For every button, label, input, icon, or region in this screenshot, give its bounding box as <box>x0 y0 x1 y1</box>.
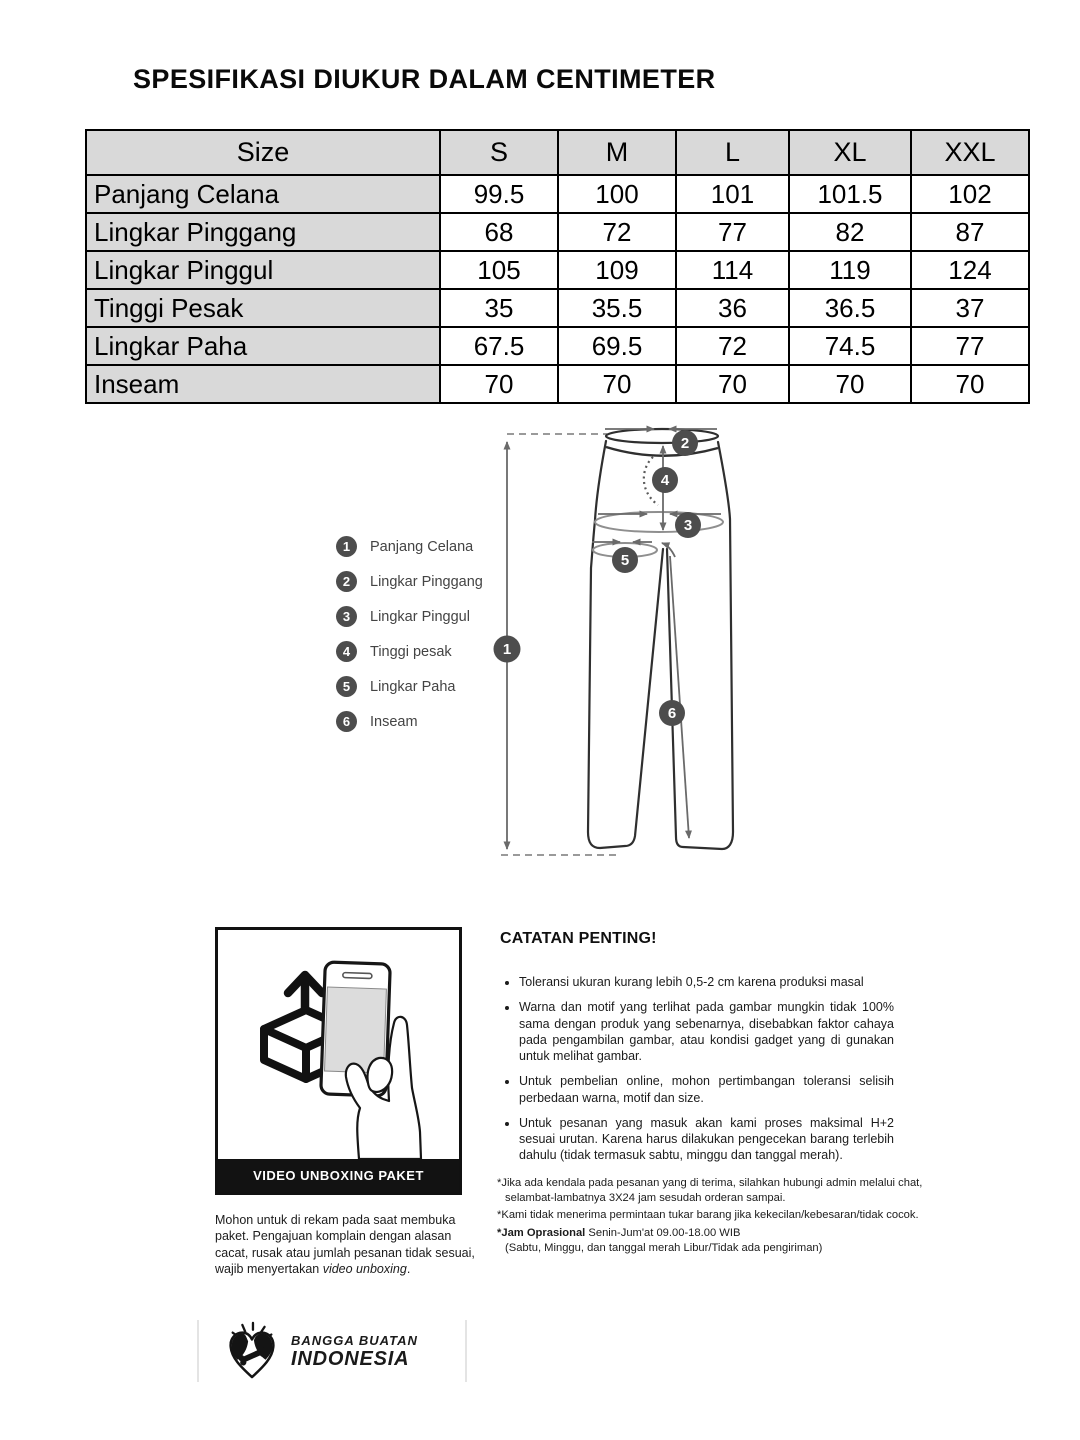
measurement-value: 70 <box>911 365 1029 403</box>
left-leg-outline <box>588 441 663 848</box>
svg-text:2: 2 <box>680 435 690 452</box>
footnotes <box>497 1176 942 1259</box>
pants-measurement-diagram <box>478 408 778 878</box>
size-table-row <box>86 213 1029 251</box>
legend-number-badge: 5 <box>336 676 357 697</box>
waistband-top-ellipse <box>606 429 718 443</box>
measurement-value: 70 <box>440 365 558 403</box>
measurement-value: 35 <box>440 289 558 327</box>
size-table-row <box>86 175 1029 213</box>
measurement-label: Lingkar Pinggul <box>86 251 440 289</box>
measurement-value: 70 <box>676 365 789 403</box>
video-unboxing-card <box>215 927 462 1195</box>
svg-text:4: 4 <box>660 472 670 489</box>
diagram-marker-3 <box>675 512 701 538</box>
legend-label: Lingkar Pinggang <box>370 573 483 590</box>
bangga-buatan-indonesia-logo <box>197 1320 467 1382</box>
legend-list <box>336 536 483 746</box>
legend-number-badge: 1 <box>336 536 357 557</box>
measurement-value: 35.5 <box>558 289 676 327</box>
legend-item <box>336 536 483 557</box>
measurement-value: 105 <box>440 251 558 289</box>
measurement-label: Inseam <box>86 365 440 403</box>
size-table-row <box>86 365 1029 403</box>
legend-number-badge: 2 <box>336 571 357 592</box>
diagram-marker-2 <box>672 430 698 456</box>
hip-girth-ellipse <box>595 512 723 532</box>
footnote: *Kami tidak menerima permintaan tukar barang jika kekecilan/kebesaran/tidak cocok. <box>497 1209 919 1222</box>
size-column-header: M <box>558 130 676 175</box>
legend-item <box>336 711 483 732</box>
diagram-marker-4 <box>652 467 678 493</box>
measurement-label: Tinggi Pesak <box>86 289 440 327</box>
legend-label: Lingkar Paha <box>370 678 456 695</box>
measurement-value: 36.5 <box>789 289 911 327</box>
logo-line-2: INDONESIA <box>291 1347 410 1370</box>
note-bullet: • Untuk pembelian online, mohon pertimbangan toleransi selisih perbedaan warna, motif dan size. <box>519 1073 894 1106</box>
footnote: *Jika ada kendala pada pesanan yang di terima, silahkan hubungi admin melalui chat, selambat-lambatnya 3X24 jam sesudah orderan sampai. <box>497 1177 923 1204</box>
size-column-header: S <box>440 130 558 175</box>
notes-heading: CATATAN PENTING! <box>500 930 657 947</box>
measurement-value: 100 <box>558 175 676 213</box>
measurement-value: 72 <box>676 327 789 365</box>
note-bullet: • Warna dan motif yang terlihat pada gambar mungkin tidak 100% sama dengan produk yang sebenarnya, disebabkan faktor cahaya pada pengambilan gambar, atau kondisi gadget yang di gunakan untuk melihat gambar. <box>519 999 894 1064</box>
footnote: *Jam Oprasional Senin-Jum'at 09.00-18.00 WIB <box>497 1226 741 1239</box>
measurement-value: 36 <box>676 289 789 327</box>
legend-label: Tinggi pesak <box>370 643 452 660</box>
svg-text:6: 6 <box>667 705 677 722</box>
measurement-value: 101.5 <box>789 175 911 213</box>
legend-item <box>336 606 483 627</box>
size-table-row <box>86 327 1029 365</box>
diagram-marker-5 <box>612 547 638 573</box>
measurement-value: 82 <box>789 213 911 251</box>
measurement-label: Lingkar Paha <box>86 327 440 365</box>
page-title: SPESIFIKASI DIUKUR DALAM CENTIMETER <box>133 64 716 94</box>
size-table-row <box>86 251 1029 289</box>
measurement-value: 74.5 <box>789 327 911 365</box>
measurement-label: Panjang Celana <box>86 175 440 213</box>
measurement-value: 70 <box>789 365 911 403</box>
legend-number-badge: 3 <box>336 606 357 627</box>
size-table <box>85 129 1030 404</box>
measurement-value: 67.5 <box>440 327 558 365</box>
legend-number-badge: 6 <box>336 711 357 732</box>
unboxing-caption: Mohon untuk di rekam pada saat membuka paket. Pengajuan komplain dengan alasan cacat, rusak atau jumlah pesanan tidak sesuai, wajib menyertakan video unboxing. <box>215 1213 475 1276</box>
size-table-header-row <box>86 130 1029 175</box>
measurement-value: 87 <box>911 213 1029 251</box>
size-column-header: XXL <box>911 130 1029 175</box>
waistband-bottom-curve <box>606 447 718 456</box>
unboxing-bar-label: VIDEO UNBOXING PAKET <box>218 1159 459 1192</box>
legend-label: Inseam <box>370 713 418 730</box>
measurement-value: 77 <box>676 213 789 251</box>
heart-logo-icon <box>223 1320 281 1382</box>
measurement-value: 37 <box>911 289 1029 327</box>
footnote: (Sabtu, Minggu, dan tanggal merah Libur/Tidak ada pengiriman) <box>505 1242 823 1255</box>
note-bullet: • Toleransi ukuran kurang lebih 0,5-2 cm karena produksi masal <box>519 974 894 990</box>
legend-label: Lingkar Pinggul <box>370 608 470 625</box>
measurement-label: Lingkar Pinggang <box>86 213 440 251</box>
note-bullet: • Untuk pesanan yang masuk akan kami proses maksimal H+2 sesuai urutan. Karena harus dilakukan pengecekan barang terlebih dahulu (tidak termasuk sabtu, minggu dan tanggal merah). <box>519 1115 894 1164</box>
size-header-label: Size <box>86 130 440 175</box>
measurement-value: 101 <box>676 175 789 213</box>
size-table-row <box>86 289 1029 327</box>
measurement-value: 109 <box>558 251 676 289</box>
legend-number-badge: 4 <box>336 641 357 662</box>
size-column-header: XL <box>789 130 911 175</box>
measurement-value: 72 <box>558 213 676 251</box>
svg-text:3: 3 <box>683 517 693 534</box>
inseam-dimension-line <box>667 556 689 838</box>
size-table-body <box>86 175 1029 403</box>
measurement-value: 68 <box>440 213 558 251</box>
legend-item <box>336 676 483 697</box>
unboxing-illustration <box>218 930 459 1159</box>
diagram-marker-6 <box>659 700 685 726</box>
svg-text:5: 5 <box>620 552 630 569</box>
measurement-value: 119 <box>789 251 911 289</box>
svg-text:1: 1 <box>502 641 512 658</box>
measurement-value: 124 <box>911 251 1029 289</box>
measurement-value: 70 <box>558 365 676 403</box>
size-column-header: L <box>676 130 789 175</box>
logo-line-1: BANGGA BUATAN <box>291 1332 418 1348</box>
diagram-marker-1 <box>494 636 521 663</box>
legend-item <box>336 571 483 592</box>
measurement-value: 69.5 <box>558 327 676 365</box>
measurement-value: 99.5 <box>440 175 558 213</box>
measurement-value: 102 <box>911 175 1029 213</box>
notes-list <box>500 974 894 1164</box>
legend-label: Panjang Celana <box>370 538 474 555</box>
important-notes-section <box>500 930 894 1173</box>
measurement-value: 77 <box>911 327 1029 365</box>
measurement-value: 114 <box>676 251 789 289</box>
legend-item <box>336 641 483 662</box>
